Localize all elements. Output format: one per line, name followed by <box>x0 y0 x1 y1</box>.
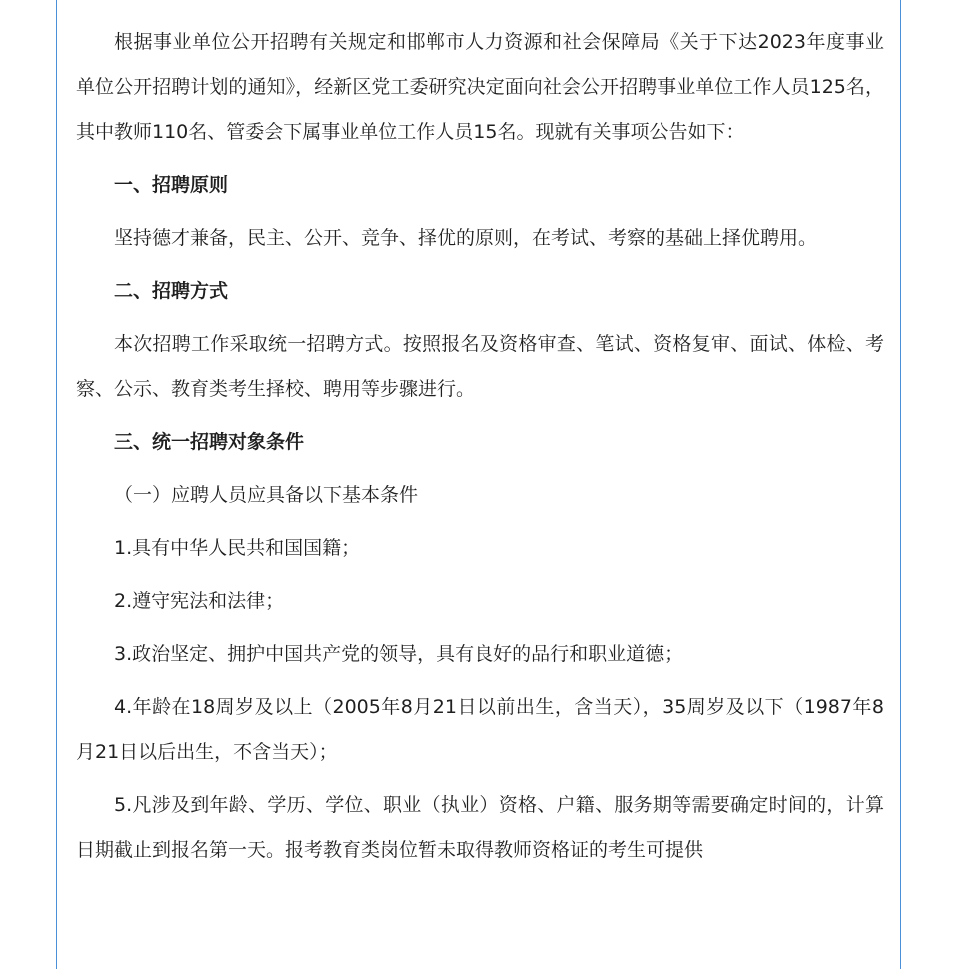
condition-item-5: 5.凡涉及到年龄、学历、学位、职业（执业）资格、户籍、服务期等需要确定时间的，计算日期截止到报名第一天。报考教育类岗位暂未取得教师资格证的考生可提供 <box>76 794 884 861</box>
section-heading-principle: 一、招聘原则 <box>114 174 229 196</box>
condition-item-3: 3.政治坚定、拥护中国共产党的领导，具有良好的品行和职业道德； <box>114 643 684 665</box>
section-heading-conditions: 三、统一招聘对象条件 <box>114 431 305 453</box>
article-body <box>76 20 884 873</box>
condition-item-4: 4.年龄在18周岁及以上（2005年8月21日以前出生，含当天），35周岁及以下（1987年8月21日以后出生，不含当天）； <box>76 696 884 763</box>
condition-item-1: 1.具有中华人民共和国国籍； <box>114 537 361 559</box>
method-paragraph: 本次招聘工作采取统一招聘方式。按照报名及资格审查、笔试、资格复审、面试、体检、考察、公示、教育类考生择校、聘用等步骤进行。 <box>76 333 884 400</box>
condition-item-2: 2.遵守宪法和法律； <box>114 590 285 612</box>
principle-paragraph: 坚持德才兼备，民主、公开、竞争、择优的原则，在考试、考察的基础上择优聘用。 <box>114 227 818 249</box>
intro-paragraph: 根据事业单位公开招聘有关规定和邯郸市人力资源和社会保障局《关于下达2023年度事业单位公开招聘计划的通知》，经新区党工委研究决定面向社会公开招聘事业单位工作人员125名，其中教师110名、管委会下属事业单位工作人员15名。现就有关事项公告如下： <box>76 31 884 143</box>
subsection-heading-basic-conditions: （一）应聘人员应具备以下基本条件 <box>114 484 419 506</box>
article-frame <box>56 0 901 969</box>
section-heading-method: 二、招聘方式 <box>114 280 229 302</box>
